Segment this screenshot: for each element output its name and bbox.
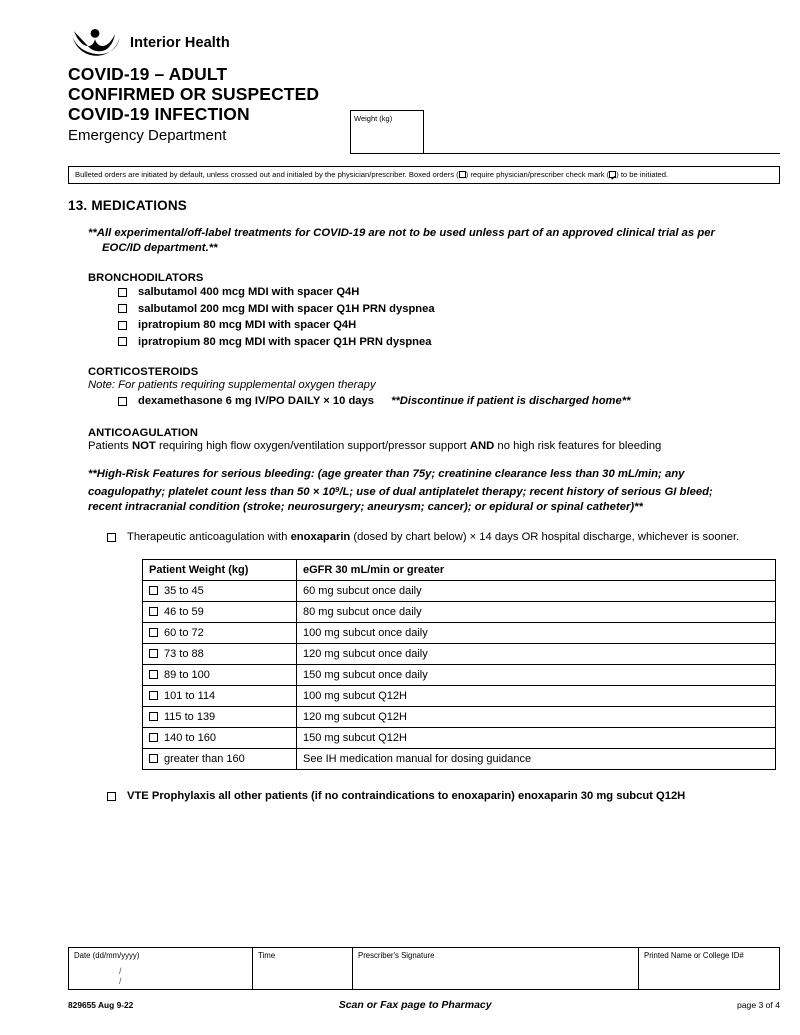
time-field-label: Time [258,951,276,960]
therapeutic-text-part-1: Therapeutic anticoagulation with [127,530,291,543]
logo-text: Interior Health [130,35,230,51]
cell-weight-label: 115 to 139 [164,711,216,724]
order-checkbox-icon[interactable] [118,321,127,330]
orders-disclaimer [68,166,780,184]
cell-dose: 80 mg subcut once daily [297,602,776,623]
cell-patient-weight[interactable] [143,728,297,749]
weight-field-label: Weight (kg) [354,114,393,123]
page-number: page 3 of 4 [736,1000,780,1010]
row-checkbox-icon[interactable] [149,607,158,616]
cell-patient-weight[interactable] [143,623,297,644]
high-risk-features-notice [88,467,748,516]
high-risk-exponent: 9 [335,485,340,494]
cell-dose: 100 mg subcut once daily [297,623,776,644]
anticoagulation-heading: ANTICOAGULATION [88,426,199,439]
table-row[interactable] [143,749,776,770]
row-checkbox-icon[interactable] [149,649,158,658]
cell-weight-label: 60 to 72 [164,627,204,640]
page-header [68,26,780,146]
cell-weight-label: greater than 160 [164,753,245,766]
weight-field[interactable] [350,110,424,154]
order-item-label: salbutamol 400 mcg MDI with spacer Q4H [138,286,360,298]
disclaimer-text-part-3: ) to be initiated. [616,170,669,179]
high-risk-line-2 [88,482,748,500]
table-row[interactable] [143,728,776,749]
table-row[interactable] [143,602,776,623]
experimental-notice-line-1: **All experimental/off-label treatments for COVID-19 are not to be used unless part of an approved clinical trial as per [88,227,715,239]
cell-dose: 60 mg subcut once daily [297,581,776,602]
page-title: 13. MEDICATIONS [68,198,188,213]
order-item-salbutamol-400[interactable] [88,284,780,301]
table-row[interactable] [143,644,776,665]
table-row[interactable] [143,707,776,728]
order-checkbox-icon[interactable] [118,288,127,297]
date-field[interactable] [69,948,253,990]
signature-row [69,948,780,990]
anticoagulation-intro [88,439,780,454]
anticoagulation-intro-not: NOT [131,439,156,452]
order-item-label: salbutamol 200 mcg MDI with spacer Q1H PRN dyspnea [138,302,435,315]
enoxaparin-dosing-table [142,559,776,770]
corticosteroids-note: Note: For patients requiring supplemental oxygen therapy [88,379,376,391]
checked-box-icon [609,171,616,178]
anticoagulation-intro-part-3: no high risk features for bleeding [494,439,662,452]
order-item-therapeutic-anticoagulation[interactable] [88,530,780,546]
cell-patient-weight[interactable] [143,644,297,665]
order-item-label: ipratropium 80 mcg MDI with spacer Q4H [138,319,357,331]
printed-name-field[interactable] [639,948,780,990]
logo-row [68,26,780,60]
table-header-row [143,560,776,581]
high-risk-line-1: **High-Risk Features for serious bleeding: (age greater than 75y; creatinine clearance less than 30 mL/min; any [88,467,685,480]
order-checkbox-icon[interactable] [118,397,127,406]
row-checkbox-icon[interactable] [149,670,158,679]
high-risk-line-2-part-1: coagulopathy; platelet count less than 50 × 10 [88,485,336,498]
prescriber-signature-field[interactable] [353,948,639,990]
table-row[interactable] [143,623,776,644]
header-divider-rule [424,153,780,154]
order-item-label: dexamethasone 6 mg IV/PO DAILY × 10 days [138,395,374,407]
row-checkbox-icon[interactable] [149,628,158,637]
form-subtitle: Emergency Department [68,127,227,144]
cell-weight-label: 140 to 160 [164,732,216,745]
order-checkbox-icon[interactable] [118,304,127,313]
form-title-line-3: COVID-19 INFECTION [68,104,250,124]
high-risk-line-3: recent intracranial condition (stroke; neurosurgery; aneurysm; cancer); or epidural or spinal catheter)** [88,501,643,514]
anticoagulation-intro-part-1: Patients [88,439,132,452]
column-header-patient-weight: Patient Weight (kg) [143,560,297,581]
form-title-line-1: COVID-19 – ADULT [68,64,228,84]
printed-name-field-label: Printed Name or College ID# [644,951,744,960]
bronchodilators-list [88,284,780,350]
order-item-discontinue-note: **Discontinue if patient is discharged home** [391,395,631,407]
order-item-salbutamol-200[interactable] [88,301,780,318]
cell-patient-weight[interactable] [143,707,297,728]
form-code: 829655 Aug 9-22 [68,1000,134,1010]
cell-patient-weight[interactable] [143,602,297,623]
cell-patient-weight[interactable] [143,581,297,602]
therapeutic-drug-name: enoxaparin [290,530,351,543]
vte-drug-order: enoxaparin 30 mg subcut Q12H [518,790,686,803]
order-checkbox-icon[interactable] [107,792,116,801]
time-field[interactable] [253,948,353,990]
disclaimer-text-part-2: ) require physician/prescriber check mark ( [465,170,610,179]
date-field-label: Date (dd/mm/yyyy) [74,951,140,960]
column-header-egfr-dose: eGFR 30 mL/min or greater [297,560,776,581]
cell-patient-weight[interactable] [143,665,297,686]
date-slash-marks: / / [119,966,166,986]
page-footer [68,999,780,1011]
cell-dose: 100 mg subcut Q12H [297,686,776,707]
experimental-treatments-notice [88,226,756,256]
vte-text-part-1: VTE Prophylaxis all other patients (if no contraindications to enoxaparin) [127,790,518,803]
row-checkbox-icon[interactable] [149,733,158,742]
cell-weight-label: 46 to 59 [164,606,204,619]
interior-health-swoosh-logo-icon [68,28,124,58]
anticoagulation-intro-part-2: requiring high flow oxygen/ventilation support/pressor support [155,439,470,452]
order-item-vte-prophylaxis[interactable] [88,788,780,805]
row-checkbox-icon[interactable] [149,586,158,595]
signature-block [68,947,780,990]
form-title-block [68,64,780,146]
order-checkbox-icon[interactable] [107,533,116,542]
footer-instruction: Scan or Fax page to Pharmacy [338,999,492,1011]
signature-field-label: Prescriber's Signature [358,951,435,960]
order-checkbox-icon[interactable] [118,337,127,346]
cell-weight-label: 73 to 88 [164,648,204,661]
corticosteroids-heading: CORTICOSTEROIDS [88,366,199,378]
cell-dose: 150 mg subcut once daily [297,665,776,686]
experimental-notice-line-2: EOC/ID department.** [102,242,218,254]
cell-weight-label: 89 to 100 [164,669,210,682]
high-risk-line-2-part-2: /L; use of dual antiplatelet therapy; recent history of serious GI bleed; [339,485,713,498]
order-item-dexamethasone[interactable] [88,393,780,410]
therapeutic-text-part-2: (dosed by chart below) × 14 days OR hospital discharge, whichever is sooner. [350,530,740,543]
table-row[interactable] [143,686,776,707]
row-checkbox-icon[interactable] [149,712,158,721]
bronchodilators-heading: BRONCHODILATORS [88,272,204,284]
anticoagulation-intro-and: AND [469,439,495,452]
table-row[interactable] [143,581,776,602]
order-item-ipratropium-q1h[interactable] [88,334,780,351]
cell-weight-label: 101 to 114 [164,690,216,703]
form-title-line-2: CONFIRMED OR SUSPECTED [68,84,320,104]
row-checkbox-icon[interactable] [149,691,158,700]
order-item-ipratropium-q4h[interactable] [88,317,780,334]
cell-patient-weight[interactable] [143,686,297,707]
disclaimer-text-part-1: Bulleted orders are initiated by default, unless crossed out and initialed by the physician/prescriber. Boxed orders ( [75,170,459,179]
cell-weight-label: 35 to 45 [164,585,204,598]
cell-patient-weight[interactable] [143,749,297,770]
cell-dose: See IH medication manual for dosing guidance [297,749,776,770]
cell-dose: 120 mg subcut once daily [297,644,776,665]
medications-body [88,226,780,805]
unchecked-box-icon [459,171,466,178]
cell-dose: 150 mg subcut Q12H [297,728,776,749]
table-row[interactable] [143,665,776,686]
row-checkbox-icon[interactable] [149,754,158,763]
order-item-label: ipratropium 80 mcg MDI with spacer Q1H PRN dyspnea [138,335,432,348]
cell-dose: 120 mg subcut Q12H [297,707,776,728]
